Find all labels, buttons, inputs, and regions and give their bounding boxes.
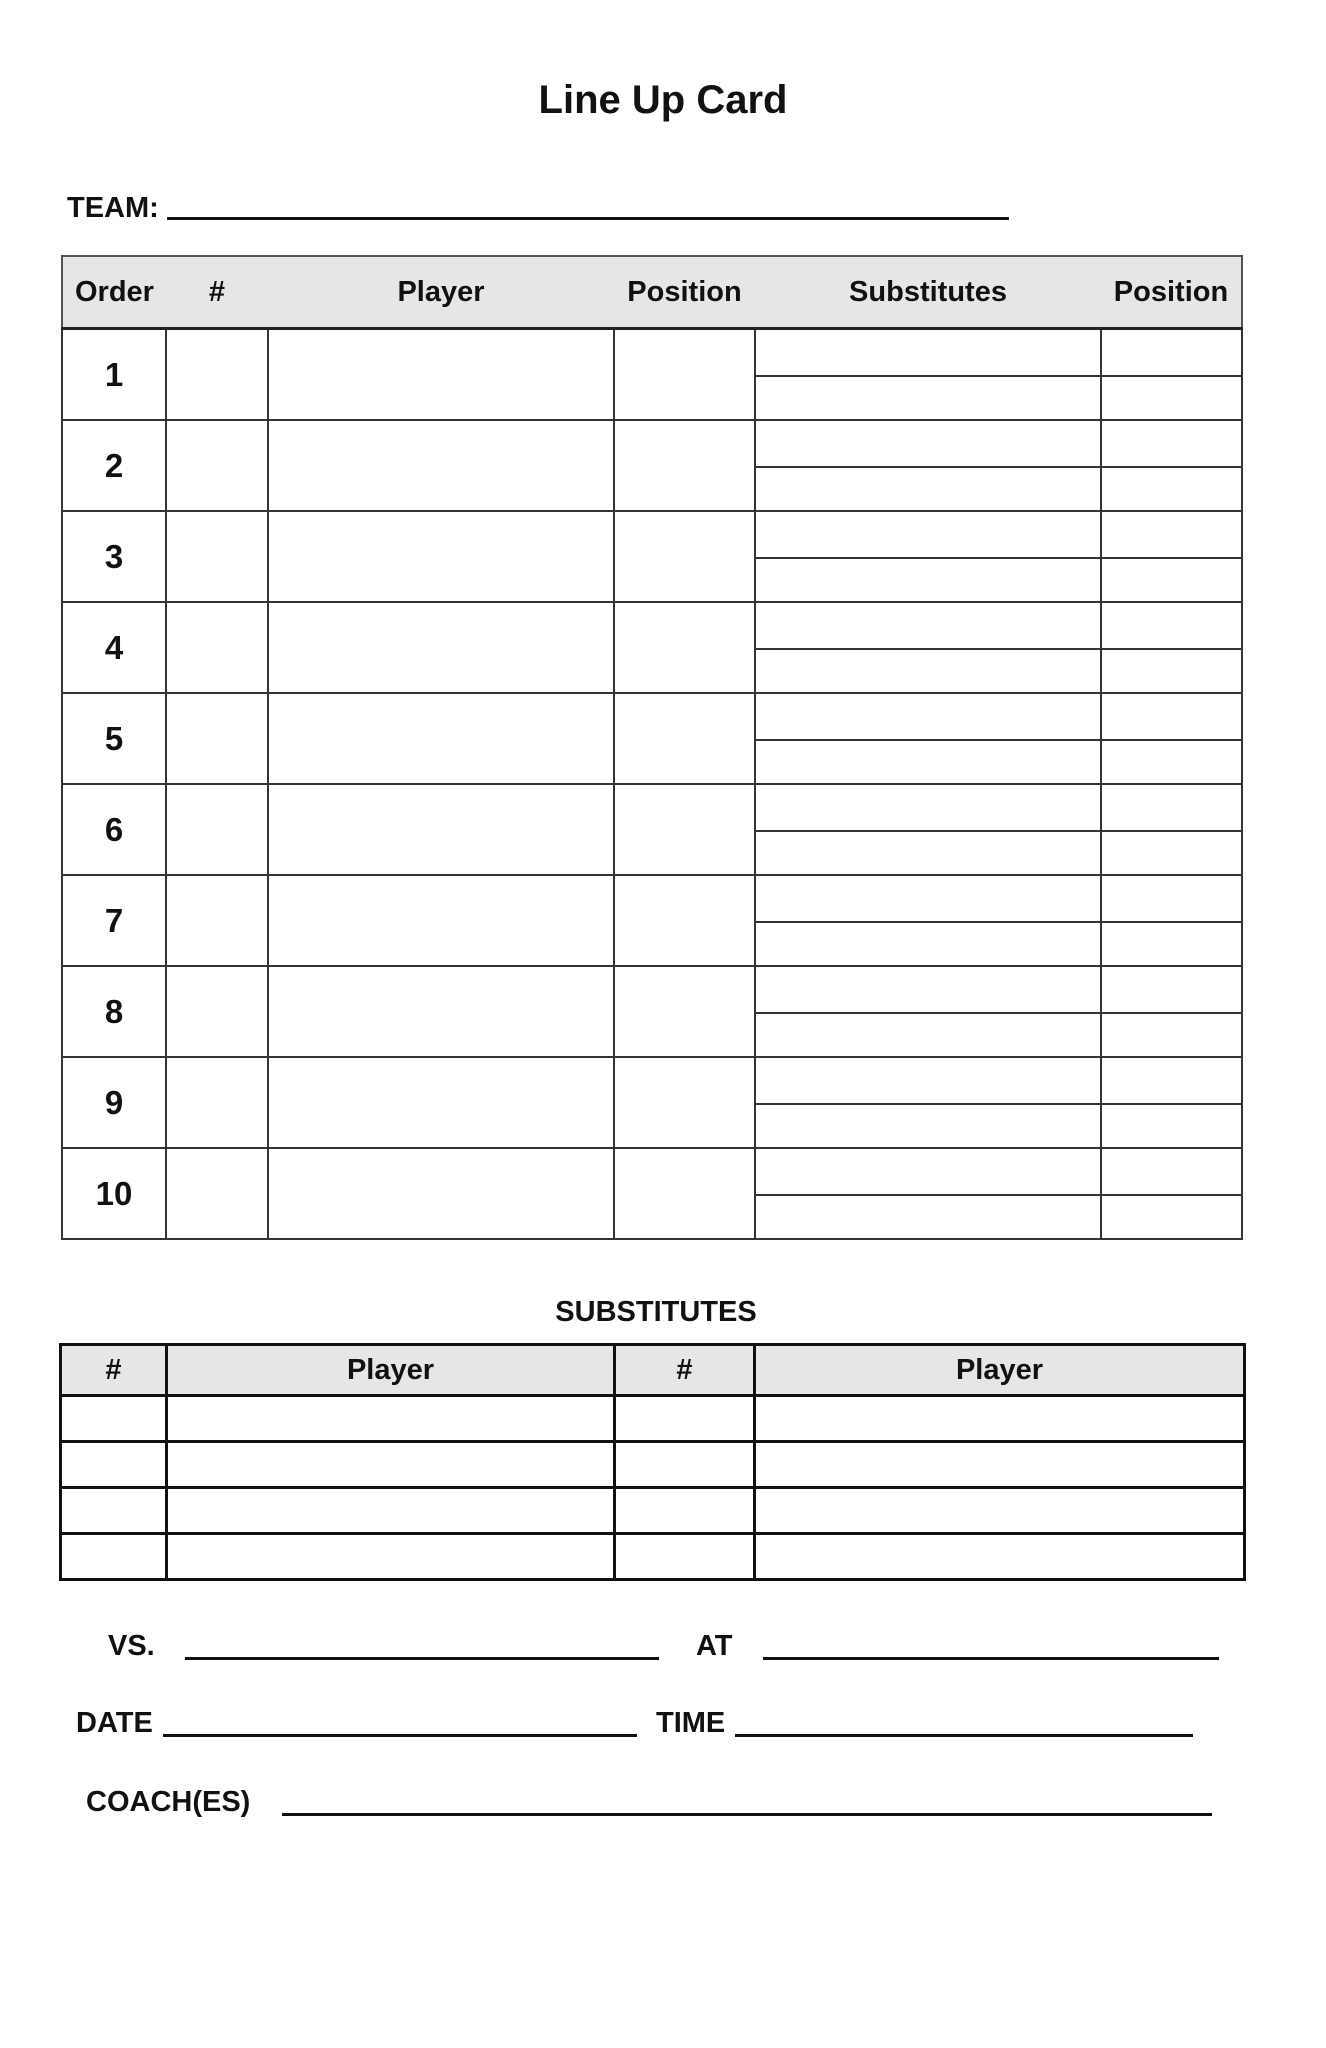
sub-number-cell[interactable] <box>615 1534 755 1580</box>
substitutes-cell[interactable] <box>755 329 1101 421</box>
sub-player-cell[interactable] <box>755 1534 1245 1580</box>
sub-number-cell[interactable] <box>615 1396 755 1442</box>
position-cell[interactable] <box>614 329 755 421</box>
substitutes-cell[interactable] <box>755 784 1101 875</box>
header-sub-position: Position <box>1101 256 1242 329</box>
table-row <box>62 875 1242 966</box>
team-field <box>67 178 1009 228</box>
order-number: 10 <box>62 1148 166 1239</box>
sub-position-cell[interactable] <box>1101 420 1242 511</box>
table-row <box>62 784 1242 875</box>
sub-number-cell[interactable] <box>615 1488 755 1534</box>
player-cell[interactable] <box>268 1057 614 1148</box>
table-row <box>62 602 1242 693</box>
sub-number-cell[interactable] <box>61 1534 167 1580</box>
header-order: Order <box>62 256 166 329</box>
number-cell[interactable] <box>166 1148 268 1239</box>
player-cell[interactable] <box>268 693 614 784</box>
number-cell[interactable] <box>166 602 268 693</box>
substitutes-cell[interactable] <box>755 511 1101 602</box>
table-row <box>61 1442 1245 1488</box>
table-row <box>62 966 1242 1057</box>
table-row <box>62 329 1242 421</box>
page-title: Line Up Card <box>538 78 788 122</box>
number-cell[interactable] <box>166 875 268 966</box>
number-cell[interactable] <box>166 693 268 784</box>
table-row <box>61 1488 1245 1534</box>
sub-number-cell[interactable] <box>615 1442 755 1488</box>
header-substitutes: Substitutes <box>755 256 1101 329</box>
position-cell[interactable] <box>614 602 755 693</box>
sub-position-cell[interactable] <box>1101 329 1242 421</box>
time-field <box>656 1699 1193 1743</box>
position-cell[interactable] <box>614 966 755 1057</box>
order-number: 1 <box>62 329 166 421</box>
sub-player-cell[interactable] <box>167 1534 615 1580</box>
substitutes-cell[interactable] <box>755 966 1101 1057</box>
number-cell[interactable] <box>166 1057 268 1148</box>
table-row <box>62 420 1242 511</box>
sub-player-cell[interactable] <box>167 1396 615 1442</box>
lineup-table <box>61 255 1243 1240</box>
player-cell[interactable] <box>268 420 614 511</box>
substitutes-header-row <box>61 1345 1245 1396</box>
player-cell[interactable] <box>268 784 614 875</box>
player-cell[interactable] <box>268 602 614 693</box>
substitutes-table <box>59 1343 1246 1581</box>
position-cell[interactable] <box>614 693 755 784</box>
table-row <box>61 1396 1245 1442</box>
sub-player-cell[interactable] <box>167 1442 615 1488</box>
substitutes-cell[interactable] <box>755 693 1101 784</box>
sub-position-cell[interactable] <box>1101 875 1242 966</box>
substitutes-cell[interactable] <box>755 1057 1101 1148</box>
sub-player-cell[interactable] <box>755 1442 1245 1488</box>
at-field <box>696 1622 1219 1666</box>
sub-header-number: # <box>61 1345 167 1396</box>
sub-position-cell[interactable] <box>1101 511 1242 602</box>
sub-header-player: Player <box>167 1345 615 1396</box>
header-position: Position <box>614 256 755 329</box>
table-row <box>62 1057 1242 1148</box>
order-number: 5 <box>62 693 166 784</box>
at-label: AT <box>696 1630 733 1662</box>
order-number: 4 <box>62 602 166 693</box>
number-cell[interactable] <box>166 420 268 511</box>
sub-number-cell[interactable] <box>61 1488 167 1534</box>
header-player: Player <box>268 256 614 329</box>
date-input-line[interactable] <box>163 1734 637 1737</box>
team-label: TEAM: <box>67 192 159 224</box>
table-row <box>61 1534 1245 1580</box>
player-cell[interactable] <box>268 875 614 966</box>
table-row <box>62 693 1242 784</box>
at-input-line[interactable] <box>763 1657 1219 1660</box>
substitutes-cell[interactable] <box>755 420 1101 511</box>
sub-position-cell[interactable] <box>1101 1057 1242 1148</box>
order-number: 9 <box>62 1057 166 1148</box>
sub-position-cell[interactable] <box>1101 1148 1242 1239</box>
position-cell[interactable] <box>614 784 755 875</box>
sub-header-player-2: Player <box>755 1345 1245 1396</box>
vs-input-line[interactable] <box>185 1657 659 1660</box>
position-cell[interactable] <box>614 1148 755 1239</box>
position-cell[interactable] <box>614 511 755 602</box>
sub-number-cell[interactable] <box>61 1442 167 1488</box>
sub-position-cell[interactable] <box>1101 602 1242 693</box>
player-cell[interactable] <box>268 966 614 1057</box>
time-input-line[interactable] <box>735 1734 1193 1737</box>
substitutes-cell[interactable] <box>755 875 1101 966</box>
number-cell[interactable] <box>166 966 268 1057</box>
order-number: 6 <box>62 784 166 875</box>
date-field <box>76 1699 637 1743</box>
substitutes-cell[interactable] <box>755 1148 1101 1239</box>
position-cell[interactable] <box>614 875 755 966</box>
sub-header-number-2: # <box>615 1345 755 1396</box>
coaches-field <box>86 1778 1212 1822</box>
header-number: # <box>166 256 268 329</box>
order-number: 2 <box>62 420 166 511</box>
sub-position-cell[interactable] <box>1101 966 1242 1057</box>
coaches-input-line[interactable] <box>282 1813 1212 1816</box>
position-cell[interactable] <box>614 1057 755 1148</box>
number-cell[interactable] <box>166 784 268 875</box>
team-input-line[interactable] <box>167 217 1009 220</box>
sub-position-cell[interactable] <box>1101 693 1242 784</box>
sub-player-cell[interactable] <box>755 1396 1245 1442</box>
sub-position-cell[interactable] <box>1101 784 1242 875</box>
substitutes-title: SUBSTITUTES <box>555 1296 757 1328</box>
vs-label: VS. <box>108 1630 155 1662</box>
order-number: 8 <box>62 966 166 1057</box>
number-cell[interactable] <box>166 511 268 602</box>
player-cell[interactable] <box>268 511 614 602</box>
order-number: 7 <box>62 875 166 966</box>
player-cell[interactable] <box>268 1148 614 1239</box>
substitutes-cell[interactable] <box>755 602 1101 693</box>
time-label: TIME <box>656 1707 726 1739</box>
date-label: DATE <box>76 1707 153 1739</box>
order-number: 3 <box>62 511 166 602</box>
table-row <box>62 1148 1242 1239</box>
position-cell[interactable] <box>614 420 755 511</box>
sub-number-cell[interactable] <box>61 1396 167 1442</box>
coaches-label: COACH(ES) <box>86 1786 251 1818</box>
lineup-header-row <box>62 256 1242 329</box>
table-row <box>62 511 1242 602</box>
player-cell[interactable] <box>268 329 614 421</box>
sub-player-cell[interactable] <box>167 1488 615 1534</box>
vs-field <box>108 1622 659 1666</box>
sub-player-cell[interactable] <box>755 1488 1245 1534</box>
number-cell[interactable] <box>166 329 268 421</box>
